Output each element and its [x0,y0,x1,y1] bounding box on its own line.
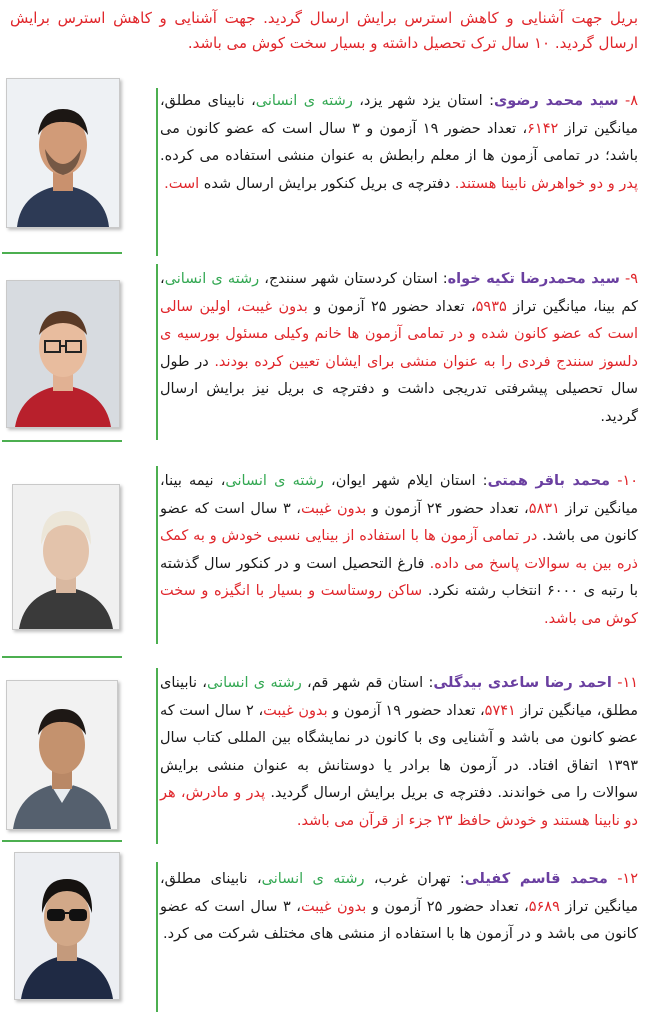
absence-label: بدون غیبت [263,702,328,719]
student-name: احمد رضا ساعدی بیدگلی [433,675,612,691]
divider-vertical [156,88,158,256]
note: پدر و مادرش، هر دو نابینا هستند و خودش حافظ ۲۳ جزء از قرآن می باشد. [160,785,638,829]
score: ۵۷۴۱ [484,702,516,719]
note: پدر و دو خواهرش نابینا هستند. [454,175,638,192]
entry-9: ۹- سید محمدرضا تکیه خواه: استان کردستان شهر سنندج، رشته ی انسانی، کم بینا، میانگین تراز ۵۹۳۵، تعداد حضور ۲۵ آزمون و بدون غیبت، اولین سالی است که عضو کانون شده و در تمامی آزمون ها خانم وکیلی مسئول بورسیه ی دلسوز سنندج فردی را به عنوان منشی برای ایشان تعیین کرده بودند. در طول سال تحصیلی پیشرفتی تدریجی داشت و دفترچه ی بریل نیز برایش ارسال گردید. [160,271,638,425]
student-name: سید محمدرضا تکیه خواه [447,271,620,287]
score: ۶۱۴۲ [527,120,559,137]
note: ، اولین سالی است که عضو کانون شده و در تمامی آزمون ها خانم وکیلی مسئول بورسیه ی دلسوز سنندج فردی را به عنوان منشی برای ایشان تعیین کرده بودند. [160,298,638,370]
divider-horizontal [2,252,122,254]
intro-paragraph: بریل جهت آشنایی و کاهش استرس برایش ارسال گردید. جهت آشنایی و کاهش استرس برایش ارسال گردید. ۱۰ سال ترک تحصیل داشته و بسیار سخت کوش می باشد. [10,9,638,52]
divider-vertical [156,668,158,844]
entry-number: ۹- [624,271,638,287]
student-name: محمد قاسم کفیلی [464,871,608,887]
student-photo-11 [6,680,118,830]
entry-number: ۱۲- [617,871,638,887]
score: ۵۹۳۵ [475,298,507,315]
absence-label: بدون غیبت [241,298,308,315]
entry-10: ۱۰- محمد باقر همتی: استان ایلام شهر ایوان، رشته ی انسانی، نیمه بینا، میانگین تراز ۵۸۳۱، تعداد حضور ۲۴ آزمون و بدون غیبت، ۳ سال است که عضو کانون می باشد. در تمامی آزمون ها با استفاده از بینایی نسبی خودش و به کمک ذره بین به سوالات پاسخ می داده. فارغ التحصیل است و در کنکور سال گذشته با رتبه ی ۶۰۰۰ انتخاب رشته نکرد. ساکن روستاست و بسیار با انگیزه و سخت کوش می باشد. [160,473,639,627]
note-2: ساکن روستاست و بسیار با انگیزه و سخت کوش می باشد. [160,583,638,627]
student-photo-8 [6,78,120,228]
divider-horizontal [2,656,122,658]
student-name: محمد باقر همتی [487,473,611,489]
score: ۵۸۳۱ [528,500,560,517]
entry-number: ۸- [624,93,638,109]
field-label: رشته ی انسانی [255,93,353,109]
field-label: رشته ی انسانی [225,473,324,489]
entry-11: ۱۱- احمد رضا ساعدی بیدگلی: استان قم شهر قم، رشته ی انسانی، نابینای مطلق، میانگین تراز ۵۷۴۱، تعداد حضور ۱۹ آزمون و بدون غیبت، ۲ سال است که عضو کانون می باشد و آشنایی وی با کانون در نمایشگاه بین المللی کتاب سال ۱۳۹۳ اتفاق افتاد. در آزمون ها برادر یا دوستانش به عنوان منشی برایش سوالات را می خواندند. دفترچه ی بریل برایش ارسال گردید. پدر و مادرش، هر دو نابینا هستند و خودش حافظ ۲۳ جزء از قرآن می باشد. [160,675,639,829]
student-photo-9 [6,280,120,428]
divider-vertical [156,466,158,644]
field-label: رشته ی انسانی [206,675,302,691]
student-name: سید محمد رضوی [493,93,619,109]
divider-vertical [156,264,158,440]
entry-number: ۱۱- [617,675,639,691]
entry-8: ۸- سید محمد رضوی: استان یزد شهر یزد، رشته ی انسانی، نابینای مطلق، میانگین تراز ۶۱۴۲، تعداد حضور ۱۹ آزمون و ۳ سال است که عضو کانون می باشد؛ در تمامی آزمون ها از معلم رابطش به عنوان منشی استفاده می کرده. پدر و دو خواهرش نابینا هستند. دفترچه ی بریل کنکور برایش ارسال شده است. [160,93,638,192]
divider-horizontal [2,440,122,442]
student-photo-10 [12,484,120,630]
score: ۵۶۸۹ [528,898,560,915]
absence-label: بدون غیبت [300,500,367,517]
divider-vertical [156,862,158,1012]
field-label: رشته ی انسانی [261,871,365,887]
entry-12: ۱۲- محمد قاسم کفیلی: تهران غرب، رشته ی انسانی، نابینای مطلق، میانگین تراز ۵۶۸۹، تعداد حضور ۲۵ آزمون و بدون غیبت، ۳ سال است که عضو کانون می باشد و در آزمون ها با استفاده از منشی های مختلف شرکت می کرد. [160,871,638,943]
entry-number: ۱۰- [617,473,639,489]
student-photo-12 [14,852,120,1000]
field-label: رشته ی انسانی [164,271,260,287]
absence-label: بدون غیبت [300,898,367,915]
divider-horizontal [2,840,122,842]
note: در تمامی آزمون ها با استفاده از بینایی نسبی خودش و به کمک ذره بین به سوالات پاسخ می داده. [160,528,638,572]
